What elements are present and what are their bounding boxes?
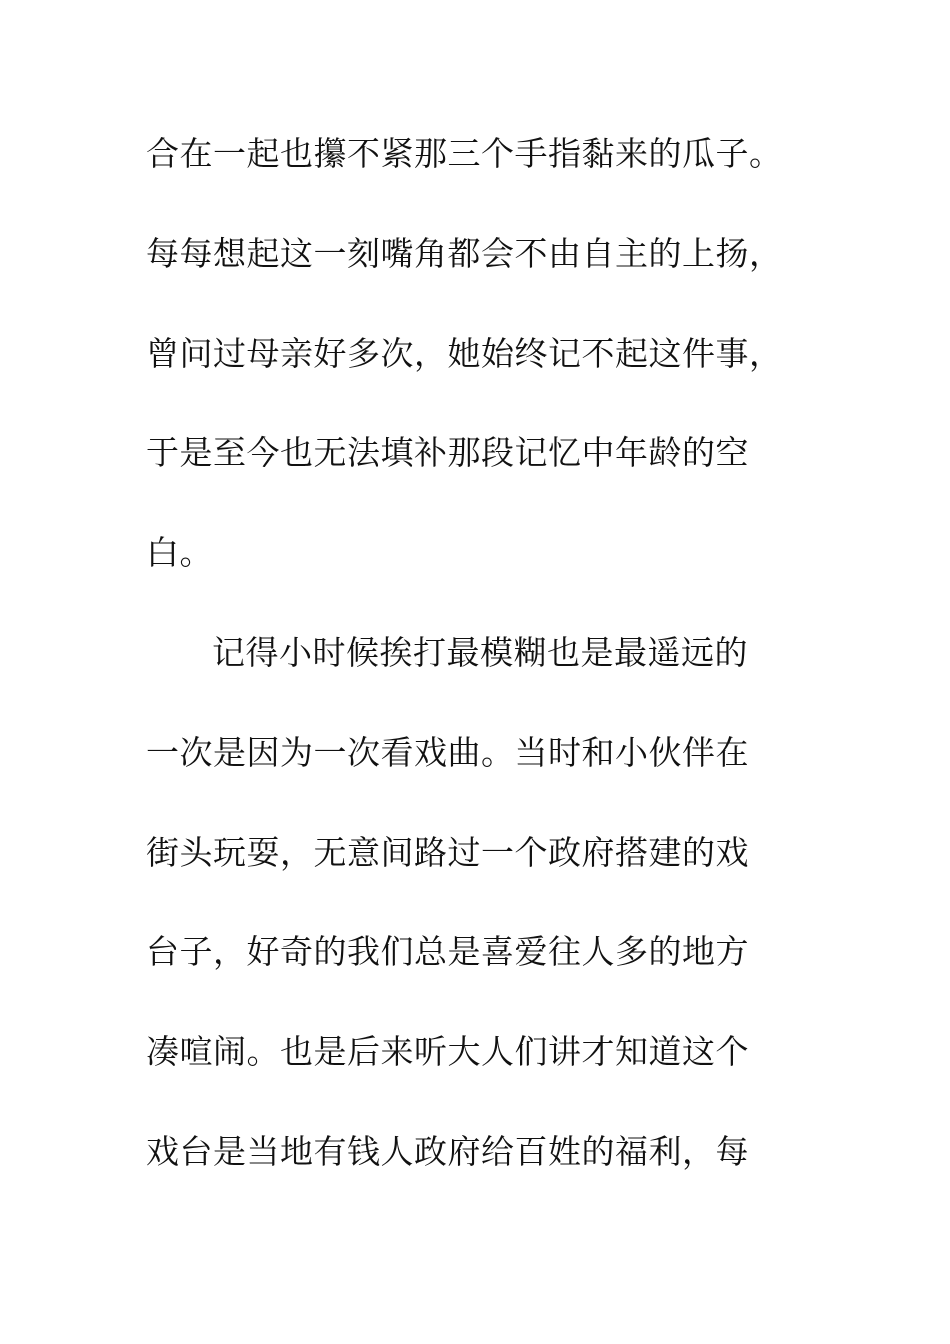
text-line: 戏台是当地有钱人政府给百姓的福利，每 bbox=[146, 1131, 749, 1171]
body-text bbox=[146, 124, 806, 1222]
text-line: 一次是因为一次看戏曲。当时和小伙伴在 bbox=[146, 732, 749, 772]
text-line: 台子，好奇的我们总是喜爱往人多的地方 bbox=[146, 932, 749, 972]
text-line: 合在一起也攥不紧那三个手指黏来的瓜子。 bbox=[146, 134, 783, 173]
text-line: 曾问过母亲好多次，她始终记不起这件事， bbox=[146, 333, 783, 373]
paragraph-start-line: 记得小时候挨打最模糊也是最遥远的 bbox=[212, 632, 748, 672]
text-line: 白。 bbox=[146, 533, 213, 573]
text-line: 街头玩耍，无意间路过一个政府搭建的戏 bbox=[146, 832, 749, 872]
text-line: 每每想起这一刻嘴角都会不由自主的上扬， bbox=[146, 233, 783, 273]
text-line: 于是至今也无法填补那段记忆中年龄的空 bbox=[146, 433, 749, 473]
text-line: 凑喧闹。也是后来听大人们讲才知道这个 bbox=[146, 1032, 749, 1072]
